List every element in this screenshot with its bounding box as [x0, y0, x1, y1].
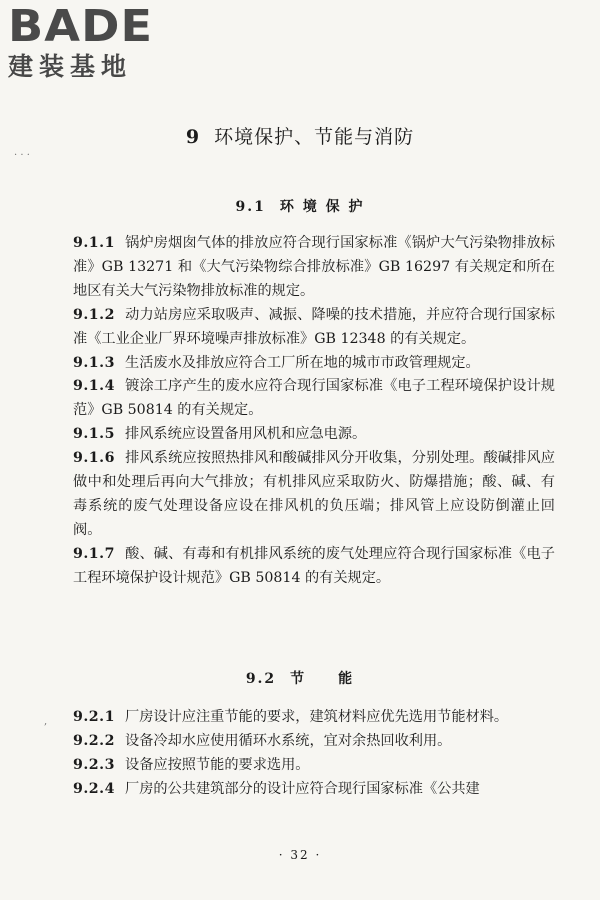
clause-9-1-7	[73, 543, 555, 591]
chapter-heading	[0, 122, 600, 149]
page-number: · 32 ·	[278, 848, 322, 862]
scan-speck: · · ·	[14, 150, 30, 161]
clause-number: 9.1.4	[73, 378, 115, 395]
section-body-9-2	[73, 706, 555, 802]
clause-number: 9.2.3	[73, 756, 115, 773]
clause-text: 生活废水及排放应符合工厂所在地的城市市政管理规定。	[125, 354, 480, 371]
clause-9-2-2	[73, 730, 555, 754]
logo-word: BADE	[8, 1, 154, 52]
clause-text: 厂房的公共建筑部分的设计应符合现行国家标准《公共建	[125, 780, 480, 797]
clause-text: 设备冷却水应使用循环水系统，宜对余热回收利用。	[125, 732, 452, 749]
clause-9-1-3	[73, 352, 555, 376]
clause-9-2-1	[73, 706, 555, 730]
chapter-title: 环境保护、节能与消防	[214, 126, 415, 148]
logo	[8, 1, 178, 82]
section-heading-9-2	[0, 668, 600, 688]
clause-text: 动力站房应采取吸声、减振、降噪的技术措施，并应符合现行国家标准《工业企业厂界环境噪声排放标准》GB 12348 的有关规定。	[73, 306, 555, 347]
clause-text: 锅炉房烟囱气体的排放应符合现行国家标准《锅炉大气污染物排放标准》GB 13271 和《大气污染物综合排放标准》GB 16297 有关规定和所在地区有关大气污染物排放标准的规定。	[73, 235, 555, 299]
clause-number: 9.1.7	[73, 545, 115, 562]
clause-number: 9.1.6	[73, 450, 115, 467]
clause-number: 9.1.2	[73, 306, 115, 323]
scan-speck: ,	[44, 716, 48, 727]
clause-text: 排风系统应设置备用风机和应急电源。	[125, 426, 367, 443]
section-title: 节 能	[290, 671, 355, 687]
clause-text: 设备应按照节能的要求选用。	[125, 756, 310, 773]
clause-number: 9.1.1	[73, 235, 115, 251]
clause-number: 9.2.1	[73, 709, 115, 725]
clause-9-2-4	[73, 778, 555, 802]
chapter-number: 9	[185, 126, 201, 148]
clause-number: 9.2.2	[73, 732, 115, 749]
section-number: 9.2	[245, 671, 277, 687]
clause-9-1-1	[73, 232, 555, 304]
clause-number: 9.2.4	[73, 780, 115, 797]
section-heading-9-1	[0, 196, 600, 216]
clause-text: 排风系统应按照热排风和酸碱排风分开收集，分别处理。酸碱排风应做中和处理后再向大气排放；有机排风应采取防火、防爆措施；酸、碱、有毒系统的废气处理设备应设在排风机的负压端；排风管上应设防倒灌止回阀。	[73, 450, 555, 538]
clause-text: 镀涂工序产生的废水应符合现行国家标准《电子工程环境保护设计规范》GB 50814 的有关规定。	[73, 378, 555, 419]
clause-9-1-6	[73, 447, 555, 543]
logo-subtitle: 建装基地	[8, 52, 133, 81]
section-number: 9.1	[235, 199, 266, 215]
clause-text: 酸、碱、有毒和有机排风系统的废气处理应符合现行国家标准《电子工程环境保护设计规范》GB 50814 的有关规定。	[73, 545, 555, 586]
clause-9-2-3	[73, 754, 555, 778]
clause-9-1-5	[73, 423, 555, 447]
clause-text: 厂房设计应注重节能的要求，建筑材料应优先选用节能材料。	[125, 709, 509, 725]
clause-9-1-4	[73, 375, 555, 423]
clause-number: 9.1.5	[73, 426, 115, 443]
clause-9-1-2	[73, 304, 555, 352]
section-title: 环 境 保 护	[279, 199, 365, 215]
section-body-9-1	[73, 232, 555, 591]
clause-number: 9.1.3	[73, 354, 115, 371]
